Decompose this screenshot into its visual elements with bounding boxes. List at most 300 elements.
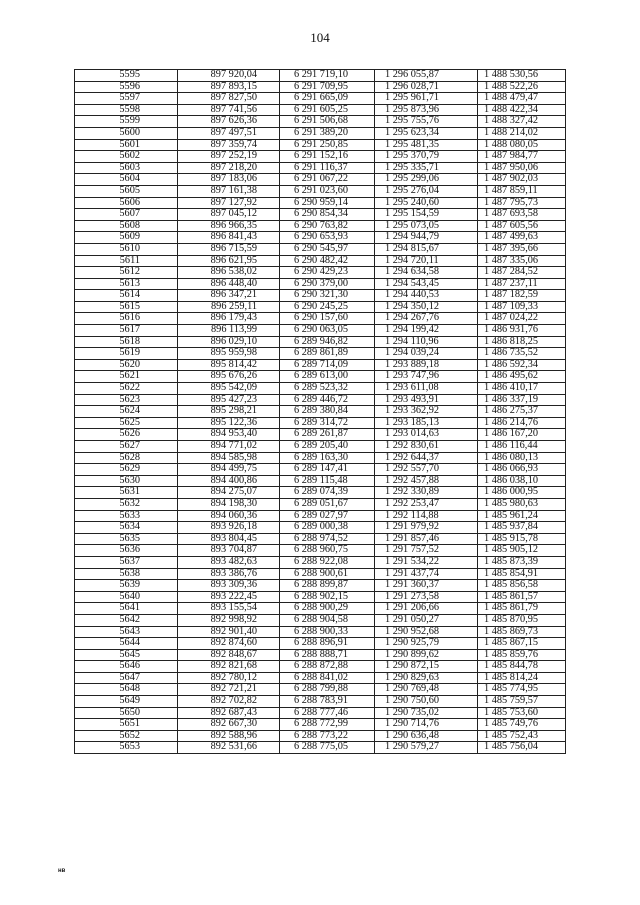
table-row: [75, 556, 566, 568]
coord-x1-cell: 894 060,36: [178, 510, 280, 522]
coord-y2-cell: 1 487 024,22: [478, 313, 566, 325]
point-number-cell: 5607: [75, 209, 178, 221]
coord-y1-cell: 6 289 261,87: [280, 429, 375, 441]
coord-x1-cell: 893 482,63: [178, 556, 280, 568]
point-number-cell: 5649: [75, 696, 178, 708]
coord-x1-cell: 892 780,12: [178, 672, 280, 684]
coord-y1-cell: 6 288 783,91: [280, 696, 375, 708]
point-number-cell: 5604: [75, 174, 178, 186]
table-row: [75, 417, 566, 429]
coord-y1-cell: 6 288 960,75: [280, 545, 375, 557]
coord-x1-cell: 897 045,12: [178, 209, 280, 221]
point-number-cell: 5643: [75, 626, 178, 638]
coord-x2-cell: 1 291 857,46: [375, 533, 478, 545]
footer-initials: нв: [58, 868, 66, 874]
table-row: [75, 185, 566, 197]
coord-y2-cell: 1 486 495,62: [478, 371, 566, 383]
coord-y2-cell: 1 486 080,13: [478, 452, 566, 464]
coord-y2-cell: 1 486 410,17: [478, 383, 566, 395]
coord-x1-cell: 893 804,45: [178, 533, 280, 545]
coord-x2-cell: 1 294 110,96: [375, 336, 478, 348]
coord-x2-cell: 1 294 944,79: [375, 232, 478, 244]
point-number-cell: 5621: [75, 371, 178, 383]
coord-x1-cell: 897 127,92: [178, 197, 280, 209]
coord-y2-cell: 1 485 937,84: [478, 522, 566, 534]
point-number-cell: 5618: [75, 336, 178, 348]
coord-y1-cell: 6 289 163,30: [280, 452, 375, 464]
point-number-cell: 5619: [75, 348, 178, 360]
coord-x1-cell: 893 926,18: [178, 522, 280, 534]
coord-y1-cell: 6 290 653,93: [280, 232, 375, 244]
coord-x1-cell: 892 821,68: [178, 661, 280, 673]
table-row: [75, 464, 566, 476]
coord-x1-cell: 896 347,21: [178, 290, 280, 302]
coord-x1-cell: 892 667,30: [178, 719, 280, 731]
table-row: [75, 267, 566, 279]
table-row: [75, 580, 566, 592]
point-number-cell: 5606: [75, 197, 178, 209]
coord-y2-cell: 1 485 869,73: [478, 626, 566, 638]
table-row: [75, 336, 566, 348]
point-number-cell: 5598: [75, 104, 178, 116]
coord-x1-cell: 892 848,67: [178, 649, 280, 661]
coord-x1-cell: 897 183,06: [178, 174, 280, 186]
coord-y1-cell: 6 289 314,72: [280, 417, 375, 429]
coord-x1-cell: 897 626,36: [178, 116, 280, 128]
coord-x1-cell: 896 259,11: [178, 301, 280, 313]
coord-x2-cell: 1 295 755,76: [375, 116, 478, 128]
coord-y2-cell: 1 485 854,91: [478, 568, 566, 580]
coord-y2-cell: 1 488 530,56: [478, 70, 566, 82]
coord-x2-cell: 1 295 240,60: [375, 197, 478, 209]
coord-x1-cell: 896 966,35: [178, 220, 280, 232]
coord-y1-cell: 6 288 900,61: [280, 568, 375, 580]
coord-x2-cell: 1 295 873,96: [375, 104, 478, 116]
coord-y2-cell: 1 485 759,57: [478, 696, 566, 708]
coord-y1-cell: 6 288 841,02: [280, 672, 375, 684]
coord-x2-cell: 1 291 534,22: [375, 556, 478, 568]
coord-y2-cell: 1 486 275,37: [478, 406, 566, 418]
table-row: [75, 220, 566, 232]
coord-y2-cell: 1 485 856,58: [478, 580, 566, 592]
point-number-cell: 5648: [75, 684, 178, 696]
coord-y1-cell: 6 291 605,25: [280, 104, 375, 116]
table-row: [75, 383, 566, 395]
coord-y2-cell: 1 487 795,73: [478, 197, 566, 209]
coord-x1-cell: 895 959,98: [178, 348, 280, 360]
coord-x1-cell: 897 741,56: [178, 104, 280, 116]
coord-x1-cell: 897 920,04: [178, 70, 280, 82]
table-row: [75, 510, 566, 522]
coord-y1-cell: 6 291 506,68: [280, 116, 375, 128]
page-number: 104: [310, 30, 330, 45]
coord-x2-cell: 1 295 154,59: [375, 209, 478, 221]
coord-x2-cell: 1 291 206,66: [375, 603, 478, 615]
coord-x2-cell: 1 293 747,96: [375, 371, 478, 383]
point-number-cell: 5599: [75, 116, 178, 128]
coord-y2-cell: 1 485 961,24: [478, 510, 566, 522]
coord-y2-cell: 1 485 870,95: [478, 614, 566, 626]
table-row: [75, 151, 566, 163]
coord-x1-cell: 897 359,74: [178, 139, 280, 151]
coord-x2-cell: 1 290 636,48: [375, 730, 478, 742]
point-number-cell: 5615: [75, 301, 178, 313]
coord-y1-cell: 6 290 379,00: [280, 278, 375, 290]
coord-y1-cell: 6 290 959,14: [280, 197, 375, 209]
coord-y2-cell: 1 485 749,76: [478, 719, 566, 731]
coord-y2-cell: 1 488 422,34: [478, 104, 566, 116]
table-row: [75, 684, 566, 696]
table-row: [75, 707, 566, 719]
coord-y1-cell: 6 290 545,97: [280, 243, 375, 255]
point-number-cell: 5638: [75, 568, 178, 580]
coord-x1-cell: 893 309,36: [178, 580, 280, 592]
coord-x2-cell: 1 291 437,74: [375, 568, 478, 580]
table-row: [75, 487, 566, 499]
table-row: [75, 545, 566, 557]
table-row: [75, 661, 566, 673]
coord-x2-cell: 1 294 720,11: [375, 255, 478, 267]
point-number-cell: 5624: [75, 406, 178, 418]
coord-y2-cell: 1 487 335,06: [478, 255, 566, 267]
coord-y1-cell: 6 289 205,40: [280, 441, 375, 453]
table-row: [75, 533, 566, 545]
coord-y2-cell: 1 486 337,19: [478, 394, 566, 406]
coord-y2-cell: 1 485 753,60: [478, 707, 566, 719]
coord-x1-cell: 897 827,50: [178, 93, 280, 105]
coord-x1-cell: 895 122,36: [178, 417, 280, 429]
point-number-cell: 5605: [75, 185, 178, 197]
coord-y2-cell: 1 487 902,03: [478, 174, 566, 186]
coord-x1-cell: 893 704,87: [178, 545, 280, 557]
table-row: [75, 301, 566, 313]
table-row: [75, 638, 566, 650]
coord-y1-cell: 6 290 063,05: [280, 325, 375, 337]
coord-y1-cell: 6 288 872,88: [280, 661, 375, 673]
point-number-cell: 5616: [75, 313, 178, 325]
coord-x2-cell: 1 294 543,45: [375, 278, 478, 290]
coord-y1-cell: 6 289 027,97: [280, 510, 375, 522]
table-row: [75, 359, 566, 371]
coord-y1-cell: 6 289 115,48: [280, 475, 375, 487]
coord-x2-cell: 1 295 335,71: [375, 162, 478, 174]
point-number-cell: 5639: [75, 580, 178, 592]
point-number-cell: 5611: [75, 255, 178, 267]
table-row: [75, 209, 566, 221]
coord-x2-cell: 1 290 925,79: [375, 638, 478, 650]
point-number-cell: 5620: [75, 359, 178, 371]
coord-x2-cell: 1 290 750,60: [375, 696, 478, 708]
coord-y2-cell: 1 486 818,25: [478, 336, 566, 348]
coord-x1-cell: 893 222,45: [178, 591, 280, 603]
table-row: [75, 406, 566, 418]
coord-x2-cell: 1 296 055,87: [375, 70, 478, 82]
coord-y1-cell: 6 288 900,29: [280, 603, 375, 615]
coord-x2-cell: 1 290 735,02: [375, 707, 478, 719]
coord-x2-cell: 1 290 579,27: [375, 742, 478, 754]
coord-x1-cell: 896 841,43: [178, 232, 280, 244]
coord-y1-cell: 6 288 900,33: [280, 626, 375, 638]
coord-y2-cell: 1 485 873,39: [478, 556, 566, 568]
coord-y2-cell: 1 485 905,12: [478, 545, 566, 557]
point-number-cell: 5641: [75, 603, 178, 615]
coord-y2-cell: 1 488 479,47: [478, 93, 566, 105]
coord-y1-cell: 6 291 665,09: [280, 93, 375, 105]
point-number-cell: 5642: [75, 614, 178, 626]
coord-x2-cell: 1 294 199,42: [375, 325, 478, 337]
table-row: [75, 232, 566, 244]
table-row: [75, 696, 566, 708]
coord-x1-cell: 897 218,20: [178, 162, 280, 174]
coord-x2-cell: 1 294 267,76: [375, 313, 478, 325]
coord-y2-cell: 1 488 327,42: [478, 116, 566, 128]
point-number-cell: 5610: [75, 243, 178, 255]
coord-y2-cell: 1 485 867,15: [478, 638, 566, 650]
point-number-cell: 5626: [75, 429, 178, 441]
coord-x1-cell: 892 588,96: [178, 730, 280, 742]
coordinates-table: [74, 69, 566, 754]
coord-y2-cell: 1 486 066,93: [478, 464, 566, 476]
coord-y2-cell: 1 486 000,95: [478, 487, 566, 499]
coord-x2-cell: 1 293 889,18: [375, 359, 478, 371]
coord-x2-cell: 1 294 815,67: [375, 243, 478, 255]
coord-x1-cell: 893 386,76: [178, 568, 280, 580]
point-number-cell: 5600: [75, 127, 178, 139]
coord-x2-cell: 1 290 769,48: [375, 684, 478, 696]
table-row: [75, 394, 566, 406]
coord-x2-cell: 1 291 757,52: [375, 545, 478, 557]
coord-x1-cell: 897 893,15: [178, 81, 280, 93]
coord-x1-cell: 896 621,95: [178, 255, 280, 267]
coord-y2-cell: 1 487 284,52: [478, 267, 566, 279]
table-row: [75, 325, 566, 337]
coord-x2-cell: 1 296 028,71: [375, 81, 478, 93]
table-row: [75, 278, 566, 290]
coord-x1-cell: 892 901,40: [178, 626, 280, 638]
coord-y2-cell: 1 487 859,11: [478, 185, 566, 197]
coord-y1-cell: 6 291 389,20: [280, 127, 375, 139]
table-row: [75, 603, 566, 615]
coord-x2-cell: 1 295 370,79: [375, 151, 478, 163]
coord-x2-cell: 1 290 872,15: [375, 661, 478, 673]
point-number-cell: 5632: [75, 498, 178, 510]
coord-x1-cell: 895 427,23: [178, 394, 280, 406]
coord-y2-cell: 1 487 395,66: [478, 243, 566, 255]
coord-y1-cell: 6 288 896,91: [280, 638, 375, 650]
coord-y1-cell: 6 288 974,52: [280, 533, 375, 545]
coord-y1-cell: 6 288 799,88: [280, 684, 375, 696]
point-number-cell: 5602: [75, 151, 178, 163]
coord-x2-cell: 1 295 073,05: [375, 220, 478, 232]
coord-x2-cell: 1 293 185,13: [375, 417, 478, 429]
table-row: [75, 139, 566, 151]
coord-y1-cell: 6 289 380,84: [280, 406, 375, 418]
coord-y1-cell: 6 290 157,60: [280, 313, 375, 325]
coord-x1-cell: 896 179,43: [178, 313, 280, 325]
coord-x2-cell: 1 290 829,63: [375, 672, 478, 684]
coord-y1-cell: 6 291 152,16: [280, 151, 375, 163]
coord-y2-cell: 1 488 080,05: [478, 139, 566, 151]
coord-x2-cell: 1 292 830,61: [375, 441, 478, 453]
coord-y1-cell: 6 291 709,95: [280, 81, 375, 93]
coord-x2-cell: 1 292 644,37: [375, 452, 478, 464]
table-row: [75, 70, 566, 82]
table-row: [75, 429, 566, 441]
coord-y2-cell: 1 485 861,57: [478, 591, 566, 603]
coord-x2-cell: 1 290 714,76: [375, 719, 478, 731]
table-row: [75, 614, 566, 626]
coord-y1-cell: 6 289 861,89: [280, 348, 375, 360]
coord-y2-cell: 1 485 756,04: [478, 742, 566, 754]
coord-y1-cell: 6 291 250,85: [280, 139, 375, 151]
point-number-cell: 5608: [75, 220, 178, 232]
coord-y2-cell: 1 487 984,77: [478, 151, 566, 163]
coord-x2-cell: 1 295 961,71: [375, 93, 478, 105]
coord-y1-cell: 6 290 763,82: [280, 220, 375, 232]
coord-y1-cell: 6 289 074,39: [280, 487, 375, 499]
point-number-cell: 5596: [75, 81, 178, 93]
point-number-cell: 5629: [75, 464, 178, 476]
point-number-cell: 5631: [75, 487, 178, 499]
point-number-cell: 5625: [75, 417, 178, 429]
coord-x1-cell: 894 400,86: [178, 475, 280, 487]
coord-y1-cell: 6 288 899,87: [280, 580, 375, 592]
coord-x2-cell: 1 291 273,58: [375, 591, 478, 603]
point-number-cell: 5617: [75, 325, 178, 337]
table-row: [75, 742, 566, 754]
coord-x1-cell: 895 542,09: [178, 383, 280, 395]
coord-y1-cell: 6 290 854,34: [280, 209, 375, 221]
coord-x1-cell: 892 721,21: [178, 684, 280, 696]
coord-x2-cell: 1 292 253,47: [375, 498, 478, 510]
point-number-cell: 5650: [75, 707, 178, 719]
coord-x2-cell: 1 294 440,53: [375, 290, 478, 302]
coord-y1-cell: 6 290 245,25: [280, 301, 375, 313]
coord-x2-cell: 1 293 014,63: [375, 429, 478, 441]
coord-y2-cell: 1 487 499,63: [478, 232, 566, 244]
coord-x2-cell: 1 293 493,91: [375, 394, 478, 406]
coord-x2-cell: 1 295 623,34: [375, 127, 478, 139]
coord-y2-cell: 1 487 605,56: [478, 220, 566, 232]
coord-y1-cell: 6 288 902,15: [280, 591, 375, 603]
coord-x1-cell: 895 298,21: [178, 406, 280, 418]
coord-y1-cell: 6 289 613,00: [280, 371, 375, 383]
coord-y1-cell: 6 289 714,09: [280, 359, 375, 371]
point-number-cell: 5601: [75, 139, 178, 151]
coord-y1-cell: 6 288 777,46: [280, 707, 375, 719]
coord-y2-cell: 1 485 980,63: [478, 498, 566, 510]
table-row: [75, 626, 566, 638]
point-number-cell: 5637: [75, 556, 178, 568]
coord-x1-cell: 894 585,98: [178, 452, 280, 464]
coord-y2-cell: 1 486 214,76: [478, 417, 566, 429]
coord-x1-cell: 897 497,51: [178, 127, 280, 139]
point-number-cell: 5627: [75, 441, 178, 453]
coord-y1-cell: 6 291 023,60: [280, 185, 375, 197]
coord-x2-cell: 1 292 330,89: [375, 487, 478, 499]
coord-x1-cell: 896 113,99: [178, 325, 280, 337]
coord-x2-cell: 1 292 457,88: [375, 475, 478, 487]
coord-y2-cell: 1 486 592,34: [478, 359, 566, 371]
coord-x1-cell: 892 531,66: [178, 742, 280, 754]
point-number-cell: 5595: [75, 70, 178, 82]
coord-y2-cell: 1 487 950,06: [478, 162, 566, 174]
table-row: [75, 649, 566, 661]
coord-y2-cell: 1 485 814,24: [478, 672, 566, 684]
coord-y1-cell: 6 291 719,10: [280, 70, 375, 82]
coord-x1-cell: 896 029,10: [178, 336, 280, 348]
coord-x2-cell: 1 291 050,27: [375, 614, 478, 626]
coord-y1-cell: 6 288 904,58: [280, 614, 375, 626]
coord-x1-cell: 896 715,59: [178, 243, 280, 255]
coord-x2-cell: 1 290 952,68: [375, 626, 478, 638]
table-row: [75, 174, 566, 186]
table-row: [75, 371, 566, 383]
table-row: [75, 127, 566, 139]
point-number-cell: 5628: [75, 452, 178, 464]
table-row: [75, 452, 566, 464]
table-row: [75, 162, 566, 174]
coord-y2-cell: 1 485 844,78: [478, 661, 566, 673]
coord-y2-cell: 1 486 038,10: [478, 475, 566, 487]
coord-y1-cell: 6 288 772,99: [280, 719, 375, 731]
point-number-cell: 5636: [75, 545, 178, 557]
table-row: [75, 116, 566, 128]
coord-x1-cell: 896 448,40: [178, 278, 280, 290]
coord-y2-cell: 1 485 861,79: [478, 603, 566, 615]
table-row: [75, 441, 566, 453]
coord-x2-cell: 1 295 481,35: [375, 139, 478, 151]
point-number-cell: 5597: [75, 93, 178, 105]
coord-x2-cell: 1 291 360,37: [375, 580, 478, 592]
coord-x1-cell: 894 953,40: [178, 429, 280, 441]
coord-x1-cell: 894 499,75: [178, 464, 280, 476]
coord-y1-cell: 6 288 888,71: [280, 649, 375, 661]
coord-x2-cell: 1 295 276,04: [375, 185, 478, 197]
point-number-cell: 5652: [75, 730, 178, 742]
table-row: [75, 591, 566, 603]
coord-x1-cell: 897 252,19: [178, 151, 280, 163]
coord-y1-cell: 6 290 321,30: [280, 290, 375, 302]
coord-x2-cell: 1 291 979,92: [375, 522, 478, 534]
point-number-cell: 5653: [75, 742, 178, 754]
point-number-cell: 5603: [75, 162, 178, 174]
point-number-cell: 5609: [75, 232, 178, 244]
coord-y1-cell: 6 288 775,05: [280, 742, 375, 754]
point-number-cell: 5622: [75, 383, 178, 395]
point-number-cell: 5640: [75, 591, 178, 603]
point-number-cell: 5630: [75, 475, 178, 487]
table-row: [75, 104, 566, 116]
coordinates-table-body: [75, 70, 566, 754]
coord-y2-cell: 1 486 167,20: [478, 429, 566, 441]
coord-x1-cell: 892 702,82: [178, 696, 280, 708]
coord-x2-cell: 1 294 039,24: [375, 348, 478, 360]
table-row: [75, 522, 566, 534]
coord-x1-cell: 892 998,92: [178, 614, 280, 626]
coord-x1-cell: 894 275,07: [178, 487, 280, 499]
coord-x2-cell: 1 292 114,88: [375, 510, 478, 522]
coord-y2-cell: 1 485 774,95: [478, 684, 566, 696]
coord-x1-cell: 895 676,26: [178, 371, 280, 383]
coord-y1-cell: 6 290 482,42: [280, 255, 375, 267]
coord-x1-cell: 897 161,38: [178, 185, 280, 197]
coord-x2-cell: 1 294 350,12: [375, 301, 478, 313]
coord-y1-cell: 6 289 147,41: [280, 464, 375, 476]
table-row: [75, 672, 566, 684]
coord-y2-cell: 1 485 915,78: [478, 533, 566, 545]
table-row: [75, 313, 566, 325]
